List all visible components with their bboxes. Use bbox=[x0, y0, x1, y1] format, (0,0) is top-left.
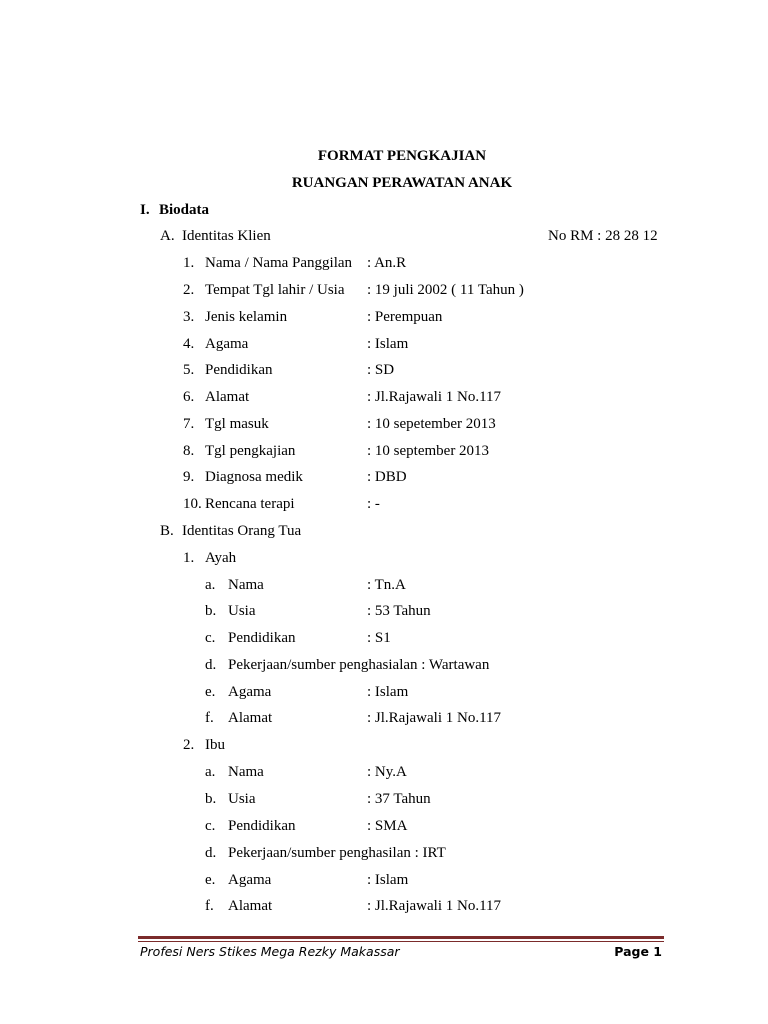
row-label: Pekerjaan/sumber penghasilan : IRT bbox=[228, 845, 446, 861]
ayah-number: 1. bbox=[183, 550, 195, 566]
row-letter: e. bbox=[205, 872, 216, 888]
row-label: Tgl pengkajian bbox=[205, 443, 296, 459]
row-letter: e. bbox=[205, 684, 216, 700]
row-number: 6. bbox=[183, 389, 195, 405]
row-label: Agama bbox=[228, 684, 272, 700]
subsection-a-heading: Identitas Klien bbox=[182, 228, 271, 244]
row-value: : Islam bbox=[367, 872, 409, 888]
row-number: 10. bbox=[183, 496, 202, 512]
row-letter: c. bbox=[205, 630, 216, 646]
row-label: Nama bbox=[228, 577, 264, 593]
row-value: : 53 Tahun bbox=[367, 603, 431, 619]
document-subtitle: RUANGAN PERAWATAN ANAK bbox=[291, 175, 513, 191]
row-value: : Tn.A bbox=[367, 577, 406, 593]
row-value: : 37 Tahun bbox=[367, 791, 431, 807]
row-value: : Ny.A bbox=[367, 764, 407, 780]
row-label: Alamat bbox=[205, 389, 250, 405]
subsection-a-marker: A. bbox=[160, 228, 175, 244]
row-letter: d. bbox=[205, 657, 217, 673]
row-value: : Jl.Rajawali 1 No.117 bbox=[367, 898, 502, 914]
row-label: Alamat bbox=[228, 898, 273, 914]
row-label: Nama / Nama Panggilan bbox=[205, 255, 353, 271]
row-value: : Islam bbox=[367, 684, 409, 700]
row-label: Usia bbox=[228, 603, 256, 619]
row-number: 7. bbox=[183, 416, 195, 432]
row-value: : Perempuan bbox=[367, 309, 443, 325]
row-label: Usia bbox=[228, 791, 256, 807]
row-label: Alamat bbox=[228, 710, 273, 726]
row-number: 9. bbox=[183, 469, 195, 485]
footer-divider bbox=[138, 936, 664, 939]
row-number: 1. bbox=[183, 255, 195, 271]
subsection-b-heading: Identitas Orang Tua bbox=[182, 523, 302, 539]
row-value: : 10 sepetember 2013 bbox=[367, 416, 496, 432]
row-label: Pendidikan bbox=[228, 630, 296, 646]
row-label: Jenis kelamin bbox=[205, 309, 288, 325]
row-number: 5. bbox=[183, 362, 195, 378]
row-number: 8. bbox=[183, 443, 195, 459]
footer-page-number: Page 1 bbox=[614, 944, 662, 959]
row-letter: b. bbox=[205, 603, 217, 619]
row-number: 2. bbox=[183, 282, 195, 298]
ibu-number: 2. bbox=[183, 737, 195, 753]
subsection-b-marker: B. bbox=[160, 523, 174, 539]
row-letter: f. bbox=[205, 710, 214, 726]
row-value: : Jl.Rajawali 1 No.117 bbox=[367, 710, 502, 726]
row-label: Tempat Tgl lahir / Usia bbox=[205, 282, 345, 298]
row-value: : DBD bbox=[367, 469, 407, 485]
row-label: Tgl masuk bbox=[205, 416, 269, 432]
row-value: : - bbox=[367, 496, 380, 512]
document-title: FORMAT PENGKAJIAN bbox=[317, 148, 487, 164]
row-label: Nama bbox=[228, 764, 264, 780]
row-letter: f. bbox=[205, 898, 214, 914]
row-value: : 19 juli 2002 ( 11 Tahun ) bbox=[367, 282, 524, 298]
row-number: 3. bbox=[183, 309, 195, 325]
row-letter: a. bbox=[205, 577, 216, 593]
row-number: 4. bbox=[183, 336, 195, 352]
footer-institution: Profesi Ners Stikes Mega Rezky Makassar bbox=[140, 944, 400, 959]
row-value: : Islam bbox=[367, 336, 409, 352]
ibu-heading: Ibu bbox=[205, 737, 225, 753]
row-label: Agama bbox=[205, 336, 249, 352]
row-value: : SMA bbox=[367, 818, 408, 834]
row-value: : SD bbox=[367, 362, 395, 378]
row-label: Pendidikan bbox=[205, 362, 273, 378]
footer-divider-thin bbox=[138, 941, 664, 942]
section-marker: I. bbox=[140, 202, 150, 218]
ayah-heading: Ayah bbox=[205, 550, 237, 566]
row-letter: a. bbox=[205, 764, 216, 780]
row-value: : Jl.Rajawali 1 No.117 bbox=[367, 389, 502, 405]
row-label: Rencana terapi bbox=[205, 496, 295, 512]
row-value: : 10 september 2013 bbox=[367, 443, 490, 459]
row-value: : S1 bbox=[367, 630, 391, 646]
row-label: Pendidikan bbox=[228, 818, 296, 834]
row-label: Pekerjaan/sumber penghasialan : Wartawan bbox=[228, 657, 490, 673]
row-label: Agama bbox=[228, 872, 272, 888]
row-label: Diagnosa medik bbox=[205, 469, 303, 485]
row-letter: c. bbox=[205, 818, 216, 834]
row-value: : An.R bbox=[367, 255, 407, 271]
section-heading: Biodata bbox=[159, 202, 210, 218]
row-letter: b. bbox=[205, 791, 217, 807]
row-letter: d. bbox=[205, 845, 217, 861]
no-rm-label: No RM : 28 28 12 bbox=[548, 228, 658, 244]
